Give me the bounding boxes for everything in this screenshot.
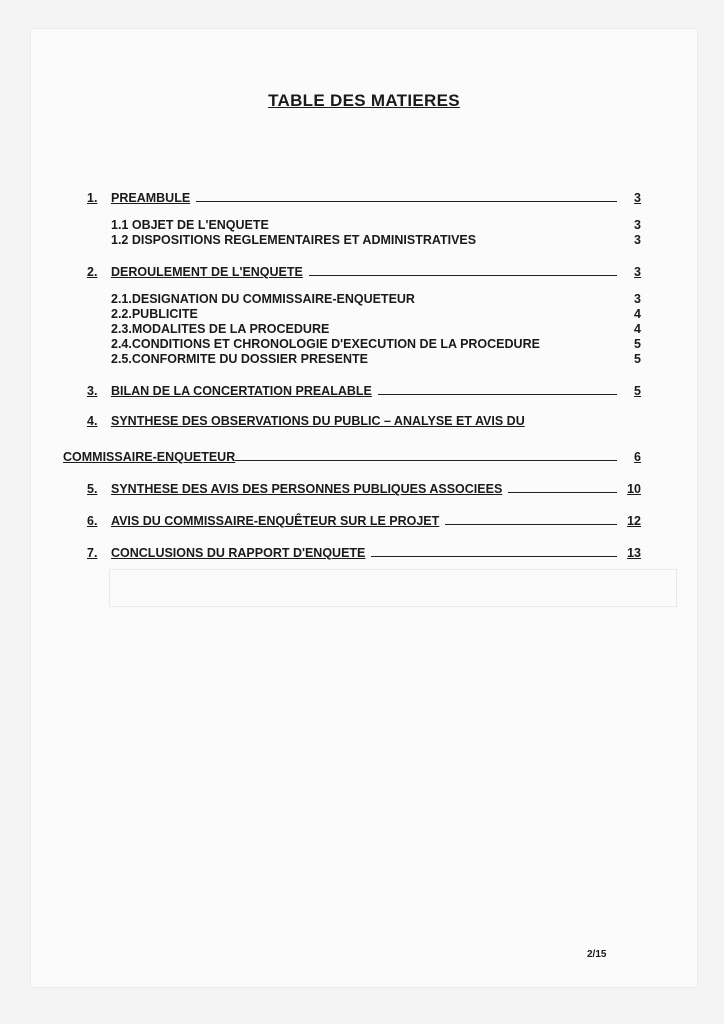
section-number: 4. bbox=[87, 414, 98, 428]
toc-section-5[interactable] bbox=[87, 478, 641, 496]
toc-section-4-continuation[interactable] bbox=[63, 446, 641, 464]
section-number: 5. bbox=[87, 482, 98, 496]
bleed-through-box bbox=[109, 569, 677, 607]
subsection-title: 1.2 DISPOSITIONS REGLEMENTAIRES ET ADMINISTRATIVES bbox=[111, 233, 477, 247]
section-title: BILAN DE LA CONCERTATION PREALABLE bbox=[111, 384, 372, 398]
subsection-page: 3 bbox=[634, 218, 641, 232]
toc-subsection-2-1[interactable] bbox=[87, 291, 641, 306]
toc-section-6[interactable] bbox=[87, 510, 641, 528]
subsection-page: 5 bbox=[634, 352, 641, 366]
toc-section-3[interactable] bbox=[87, 380, 641, 398]
toc-subsection-1-2[interactable] bbox=[87, 232, 641, 247]
leader-line bbox=[378, 394, 617, 395]
table-of-contents bbox=[63, 171, 641, 560]
toc-subsection-2-5[interactable] bbox=[87, 351, 641, 366]
subsection-title: 1.1 OBJET DE L'ENQUETE bbox=[111, 218, 269, 232]
subsection-title: 2.4.CONDITIONS ET CHRONOLOGIE D'EXECUTION DE LA PROCEDURE bbox=[111, 337, 540, 351]
subsection-page: 4 bbox=[634, 322, 641, 336]
toc-subsection-2-3[interactable] bbox=[87, 321, 641, 336]
toc-subsection-2-4[interactable] bbox=[87, 336, 641, 351]
section-number: 1. bbox=[87, 191, 98, 205]
section-title: DEROULEMENT DE L'ENQUETE bbox=[111, 265, 303, 279]
leader-line bbox=[371, 556, 617, 557]
leader-line bbox=[508, 492, 617, 493]
page-number: 2/15 bbox=[587, 949, 607, 960]
section-page: 10 bbox=[627, 482, 641, 496]
document-page bbox=[30, 28, 698, 988]
section-title: SYNTHESE DES AVIS DES PERSONNES PUBLIQUES ASSOCIEES bbox=[111, 482, 503, 496]
section-number: 3. bbox=[87, 384, 98, 398]
toc-subsection-2-2[interactable] bbox=[87, 306, 641, 321]
subsection-page: 4 bbox=[634, 307, 641, 321]
subsection-title: 2.3.MODALITES DE LA PROCEDURE bbox=[111, 322, 330, 336]
section-title-continuation: COMMISSAIRE-ENQUETEUR bbox=[63, 450, 236, 464]
section-page: 5 bbox=[634, 384, 641, 398]
leader-line bbox=[235, 460, 617, 461]
subsection-title: 2.5.CONFORMITE DU DOSSIER PRESENTE bbox=[111, 352, 368, 366]
section-page: 3 bbox=[634, 191, 641, 205]
section-title: CONCLUSIONS DU RAPPORT D'ENQUETE bbox=[111, 546, 366, 560]
leader-line bbox=[309, 275, 617, 276]
section-page: 6 bbox=[634, 450, 641, 464]
subsection-page: 3 bbox=[634, 292, 641, 306]
section-number: 6. bbox=[87, 514, 98, 528]
section-number: 7. bbox=[87, 546, 98, 560]
section-page: 12 bbox=[627, 514, 641, 528]
toc-section-2[interactable] bbox=[87, 261, 641, 279]
section-title: AVIS DU COMMISSAIRE-ENQUÊTEUR SUR LE PROJET bbox=[111, 514, 440, 528]
toc-section-4[interactable] bbox=[87, 410, 641, 428]
leader-line bbox=[196, 201, 617, 202]
section-page: 13 bbox=[627, 546, 641, 560]
section-number: 2. bbox=[87, 265, 98, 279]
subsection-title: 2.2.PUBLICITE bbox=[111, 307, 198, 321]
toc-subsection-1-1[interactable] bbox=[87, 217, 641, 232]
toc-section-1[interactable] bbox=[87, 187, 641, 205]
subsection-page: 5 bbox=[634, 337, 641, 351]
section-page: 3 bbox=[634, 265, 641, 279]
toc-section-7[interactable] bbox=[87, 542, 641, 560]
page-title: TABLE DES MATIERES bbox=[268, 91, 460, 110]
subsection-title: 2.1.DESIGNATION DU COMMISSAIRE-ENQUETEUR bbox=[111, 292, 415, 306]
subsection-page: 3 bbox=[634, 233, 641, 247]
leader-line bbox=[445, 524, 617, 525]
section-title: SYNTHESE DES OBSERVATIONS DU PUBLIC – ANALYSE ET AVIS DU bbox=[111, 414, 525, 428]
section-title: PREAMBULE bbox=[111, 191, 191, 205]
